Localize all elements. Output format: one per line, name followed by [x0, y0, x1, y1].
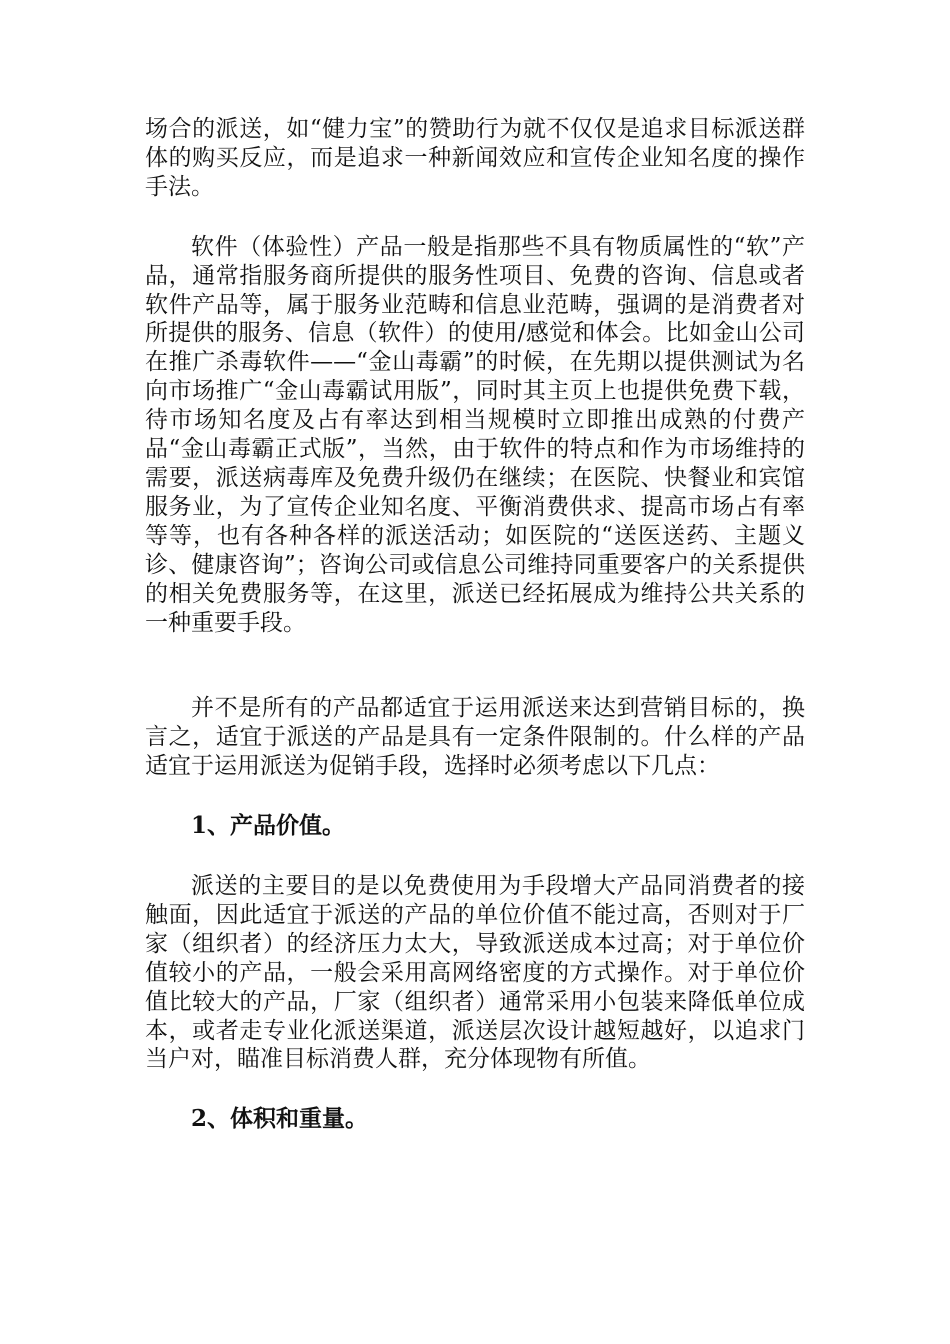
paragraph-product-value: 派送的主要目的是以免费使用为手段增大产品同消费者的接触面，因此适宜于派送的产品的单位价值不能过高，否则对于厂家（组织者）的经济压力太大，导致派送成本过高；对于单位价值较小的产品，一般会采用高网络密度的方式操作。对于单位价值比较大的产品，厂家（组织者）通常采用小包装来降低单位成本，或者走专业化派送渠道，派送层次设计越短越好，以追求门当户对，瞄准目标消费人群，充分体现物有所值。: [145, 873, 805, 1073]
heading-product-value: 1、产品价值。: [191, 812, 346, 840]
paragraph-software-products: 软件（体验性）产品一般是指那些不具有物质属性的“软”产品，通常指服务商所提供的服务性项目、免费的咨询、信息或者软件产品等，属于服务业范畴和信息业范畴，强调的是消费者对所提供的服务、信息（软件）的使用/感觉和体会。比如金山公司在推广杀毒软件——“金山毒霸”的时候，在先期以提供测试为名向市场推广“金山毒霸试用版”，同时其主页上也提供免费下载，待市场知名度及占有率达到相当规模时立即推出成熟的付费产品“金山毒霸正式版”，当然，由于软件的特点和作为市场维持的需要，派送病毒库及免费升级仍在继续；在医院、快餐业和宾馆服务业，为了宣传企业知名度、平衡消费供求、提高市场占有率等等，也有各种各样的派送活动；如医院的“送医送药、主题义诊、健康咨询”；咨询公司或信息公司维持同重要客户的关系提供的相关免费服务等，在这里，派送已经拓展成为维持公共关系的一种重要手段。: [145, 233, 805, 636]
paragraph-product-selection: 并不是所有的产品都适宜于运用派送来达到营销目标的，换言之，适宜于派送的产品是具有一定条件限制的。什么样的产品适宜于运用派送为促销手段，选择时必须考虑以下几点：: [145, 695, 805, 780]
paragraph-intro-continued: 场合的派送，如“健力宝”的赞助行为就不仅仅是追求目标派送群体的购买反应，而是追求一种新闻效应和宣传企业知名度的操作手法。: [145, 116, 805, 200]
heading-volume-weight: 2、体积和重量。: [191, 1105, 369, 1133]
document-page: [145, 115, 805, 1134]
